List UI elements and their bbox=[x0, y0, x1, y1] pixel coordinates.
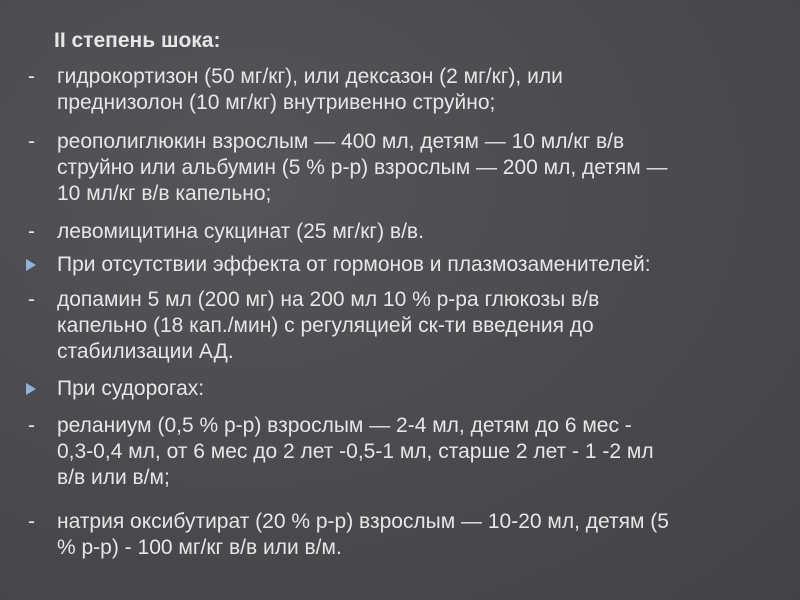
dash-bullet: - bbox=[28, 65, 35, 88]
text-line: преднизолон (10 мг/кг) внутривенно струйно; bbox=[57, 91, 496, 114]
text-line: левомицитина сукцинат (25 мг/кг) в/в. bbox=[57, 220, 424, 243]
list-item-text bbox=[57, 413, 777, 491]
text-line: в/в или в/м; bbox=[57, 466, 170, 489]
text-line: 0,3-0,4 мл, от 6 мес до 2 лет -0,5-1 мл, старше 2 лет - 1 -2 мл bbox=[57, 440, 654, 463]
list-item-text bbox=[57, 129, 777, 207]
dash-bullet: - bbox=[28, 288, 35, 311]
text-line: 10 мл/кг в/в капельно; bbox=[57, 182, 272, 205]
text-line: % р-р) - 100 мг/кг в/в или в/м. bbox=[57, 536, 342, 559]
arrow-bullet-icon bbox=[26, 259, 36, 271]
text-line: допамин 5 мл (200 мг) на 200 мл 10 % р-ра глюкозы в/в bbox=[57, 288, 600, 311]
list-item-text bbox=[57, 287, 777, 365]
dash-bullet: - bbox=[28, 414, 35, 437]
dash-bullet: - bbox=[28, 510, 35, 533]
text-line: При судорогах: bbox=[57, 377, 205, 400]
slide-title: II степень шока: bbox=[54, 29, 221, 52]
text-line: натрия оксибутират (20 % р-р) взрослым — 10-20 мл, детям (5 bbox=[57, 510, 669, 533]
text-line: гидрокортизон (50 мг/кг), или дексазон (2 мг/кг), или bbox=[57, 65, 563, 88]
list-item-text bbox=[57, 509, 777, 561]
text-line: капельно (18 кап./мин) с регуляцией ск-ти введения до bbox=[57, 314, 594, 337]
list-item-text bbox=[57, 64, 777, 116]
arrow-bullet-icon bbox=[26, 383, 36, 395]
dash-bullet: - bbox=[28, 220, 35, 243]
text-line: При отсутствии эффекта от гормонов и плазмозаменителей: bbox=[57, 253, 651, 276]
text-line: струйно или альбумин (5 % р-р) взрослым — 200 мл, детям — bbox=[57, 156, 668, 179]
text-line: реланиум (0,5 % р-р) взрослым — 2-4 мл, детям до 6 мес - bbox=[57, 414, 632, 437]
dash-bullet: - bbox=[28, 130, 35, 153]
text-line: стабилизации АД. bbox=[57, 340, 234, 363]
list-item-text bbox=[57, 219, 777, 245]
list-item-text bbox=[57, 376, 777, 402]
list-item-text bbox=[57, 252, 777, 278]
text-line: реополиглюкин взрослым — 400 мл, детям — 10 мл/кг в/в bbox=[57, 130, 625, 153]
